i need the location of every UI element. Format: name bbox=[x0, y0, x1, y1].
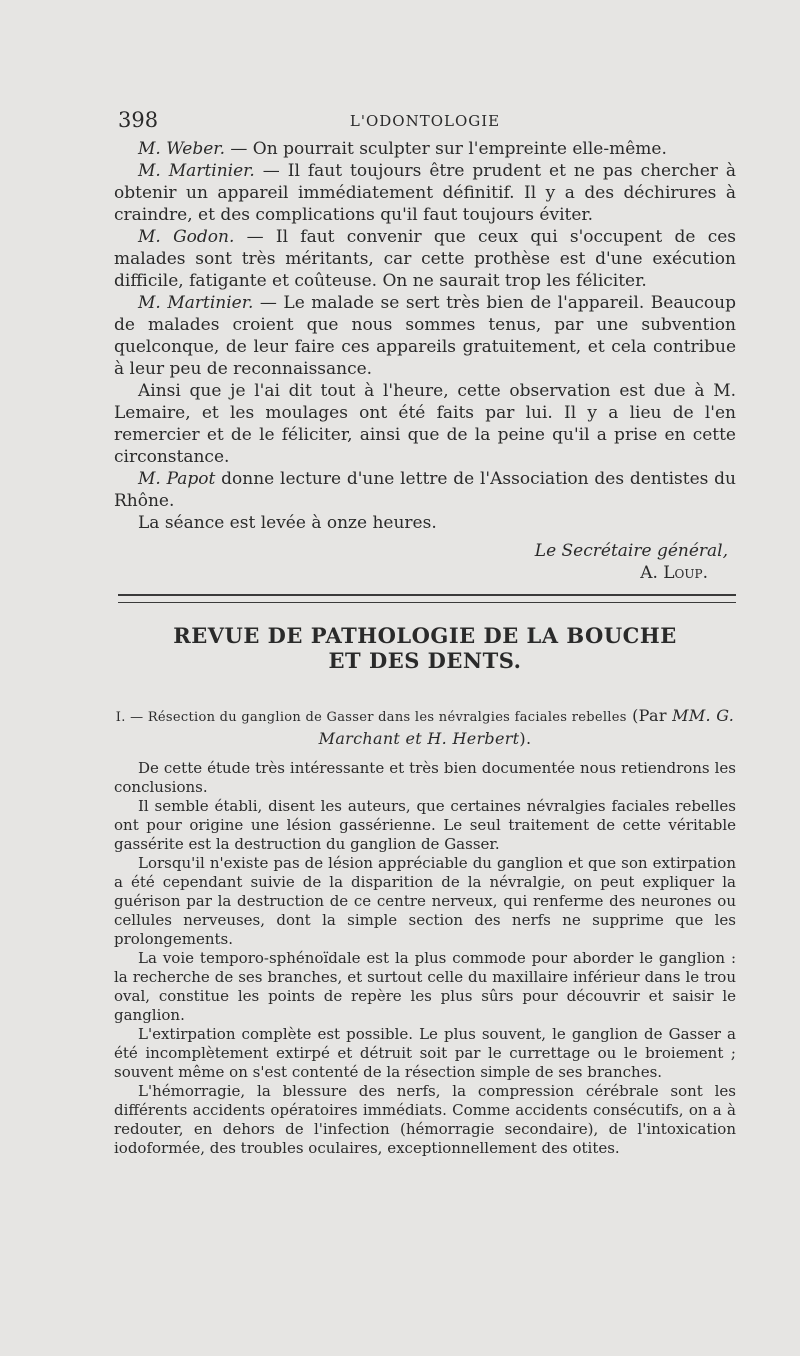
review-body bbox=[114, 759, 736, 1158]
review-paragraph: L'extirpation complète est possible. Le plus souvent, le ganglion de Gasser a été incomplètement extirpé et détruit soit par le currettage ou le broiement ; souvent même on s'est contenté de la résection simple de ses branches. bbox=[114, 1025, 736, 1081]
minutes-paragraph bbox=[114, 226, 736, 292]
running-head bbox=[114, 104, 736, 138]
minutes-paragraph bbox=[114, 292, 736, 380]
speaker-name: M. Martinier. bbox=[138, 161, 255, 181]
review-paragraph: La voie temporo-sphénoïdale est la plus commode pour aborder le ganglion : la recherche de ses branches, et surtout celle du maxillaire inférieur dans le trou oval, constitue les points de repère les plus sûrs pour découvrir et saisir le ganglion. bbox=[114, 949, 736, 1024]
section-divider bbox=[118, 594, 736, 603]
review-paragraph: Il semble établi, disent les auteurs, que certaines névralgies faciales rebelles ont pour origine une lésion gassérienne. Le seul traitement de cette véritable gassérite est la destruction du ganglion de Gasser. bbox=[114, 797, 736, 853]
article-authors-suffix: ). bbox=[519, 729, 532, 748]
speech-text: Ainsi que je l'ai dit tout à l'heure, cette observation est due à M. Lemaire, et les moulages ont été faits par lui. Il y a lieu de l'en remercier et de le féliciter, ainsi que de la peine qu'il a prise en cette circonstance. bbox=[114, 381, 736, 467]
article-authors: MM. G. Marchant et H. Herbert bbox=[318, 706, 735, 748]
page-number: 398 bbox=[118, 108, 159, 132]
review-paragraph: De cette étude très intéressante et très bien documentée nous retiendrons les conclusions. bbox=[114, 759, 736, 796]
minutes-paragraph bbox=[114, 138, 736, 160]
speaker-name: M. Martinier. bbox=[138, 293, 254, 313]
speech-text: — Il faut convenir que ceux qui s'occupent de ces malades sont très méritants, car cette prothèse est d'une exécution difficile, fatigante et coûteuse. On ne saurait trop les féliciter. bbox=[114, 227, 737, 291]
speech-text: La séance est levée à onze heures. bbox=[138, 513, 437, 533]
review-paragraph: L'hémorragie, la blessure des nerfs, la compression cérébrale sont les différents accidents opératoires immédiats. Comme accidents consécutifs, on a à redouter, en dehors de l'infection (hémorragie secondaire), de l'intoxication iodoformée, des troubles oculaires, exceptionnellement des otites. bbox=[114, 1082, 736, 1157]
section-title bbox=[114, 623, 736, 673]
minutes-paragraph bbox=[114, 468, 736, 512]
speech-text: donne lecture d'une lettre de l'Association des dentistes du Rhône. bbox=[114, 469, 736, 511]
speech-text: — Le malade se sert très bien de l'appareil. Beaucoup de malades croient que nous sommes tenus, par une subvention quelconque, de leur faire ces appareils gratuitement, et cela contribue à leur peu de reconnaissance. bbox=[114, 293, 736, 379]
minutes-paragraph bbox=[114, 160, 736, 226]
document-page bbox=[114, 104, 736, 1158]
article-authors-prefix: (Par bbox=[626, 706, 673, 725]
review-paragraph: Lorsqu'il n'existe pas de lésion appréciable du ganglion et que son extirpation a été cependant suivie de la disparition de la névralgie, on peut expliquer la guérison par la destruction de ce centre nerveux, qui renferme des neurones ou cellules nerveuses, dont la simple section des nerfs ne supprime que les prolongements. bbox=[114, 854, 736, 948]
speech-text: — Il faut toujours être prudent et ne pas chercher à obtenir un appareil immédiatement définitif. Il y a des déchirures à craindre, et des complications qu'il faut toujours éviter. bbox=[114, 161, 736, 225]
article-heading bbox=[114, 705, 736, 751]
article-title: I. — Résection du ganglion de Gasser dans les névralgies faciales rebelles bbox=[115, 710, 627, 725]
speaker-name: M. Godon. bbox=[138, 227, 235, 247]
signatory-name: A. Loup. bbox=[640, 563, 708, 583]
signature-block bbox=[114, 540, 736, 584]
minutes-paragraph bbox=[114, 512, 736, 534]
speaker-name: M. Weber. bbox=[138, 139, 225, 159]
meeting-minutes bbox=[114, 138, 736, 534]
speech-text: — On pourrait sculpter sur l'empreinte elle-même. bbox=[224, 139, 667, 159]
journal-title: L'ODONTOLOGIE bbox=[349, 112, 501, 130]
signatory-role: Le Secrétaire général, bbox=[534, 541, 728, 561]
section-title-line: ET DES DENTS. bbox=[328, 648, 522, 673]
speaker-name: M. Papot bbox=[138, 469, 216, 489]
section-title-line: REVUE DE PATHOLOGIE DE LA BOUCHE bbox=[173, 623, 677, 648]
minutes-paragraph bbox=[114, 380, 736, 468]
